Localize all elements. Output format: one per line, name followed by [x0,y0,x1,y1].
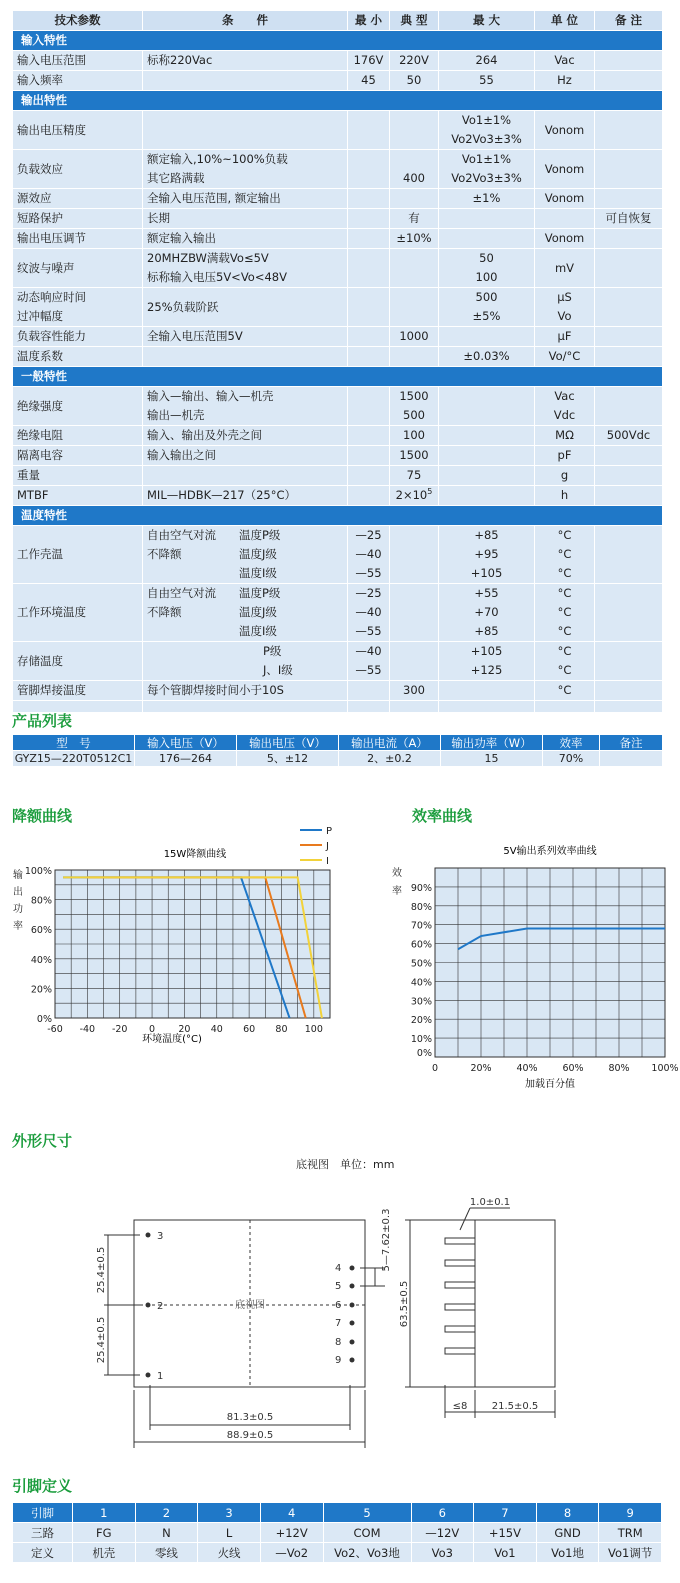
efficiency-x-tick: 0 [431,1063,439,1074]
col-typ: 典 型 [390,11,439,31]
product-header-row: 型 号 输入电压（V） 输出电压（V） 输出电流（A） 输出功率（W） 效率 备注 [13,735,663,751]
efficiency-x-tick: 100% [651,1063,679,1074]
dim-width1: 81.3±0.5 [226,1412,274,1423]
pin-label-7: 7 [335,1318,342,1329]
pin-header-row: 引脚 1 2 3 4 5 6 7 8 9 [13,1503,662,1523]
table-row: 输入电压范围 标称220Vac 176V 220V 264 Vac [13,51,663,71]
dim-width2: 88.9±0.5 [226,1430,274,1441]
pin-def-title: 引脚定义 [12,1477,73,1495]
table-row: 动态响应时间 过冲幅度 25%负载阶跃 500 ±5% μS Vo [13,288,663,327]
table-row: 重量 75 g [13,466,663,486]
pin-label-9: 9 [335,1355,342,1366]
side-pin [445,1282,475,1288]
dim-pitch1: 25.4±0.5 [96,1246,107,1294]
derating-x-tick: -20 [111,1024,128,1035]
efficiency-x-tick: 20% [470,1063,492,1074]
side-pin [445,1326,475,1332]
side-pin [445,1348,475,1354]
table-row: 输出电压精度 Vo1±1% Vo2Vo3±3% Vonom [13,111,663,150]
derating-xlabel: 环境温度(°C) [142,1034,202,1045]
spec-header-row [13,11,663,31]
col-param: 技术参数 [13,11,143,31]
module-side-outline [475,1220,555,1387]
pin-9-dot [350,1358,355,1363]
section-input: 输入特性 [13,31,663,51]
col-note: 备 注 [595,11,663,31]
table-row: 管脚焊接温度 每个管脚焊接时间小于10S 300 °C [13,681,663,701]
efficiency-xlabel: 加载百分值 [525,1079,575,1090]
table-row: 工作环境温度 自由空气对流 不降额 温度P级 温度J级 温度I级 —25 —40 —55 +55 +70 +85 °C °C °C [13,584,663,642]
side-pin [445,1238,475,1244]
table-row: 存储温度 P级 J、I级 —40 —55 +105 +125 °C °C [13,642,663,681]
section-output: 输出特性 [13,91,663,111]
efficiency-ylabel [392,866,402,897]
pin-label-6: 6 [335,1300,342,1311]
efficiency-title: 效率曲线 [412,807,473,825]
bottom-view-label: 底视图 [235,1300,265,1311]
derating-y-tick: 0% [36,1014,52,1025]
dim-thickness: 21.5±0.5 [491,1401,539,1412]
derating-x-tick: 100 [304,1024,323,1035]
side-pins [445,1238,475,1354]
efficiency-y-tick: 80% [410,901,432,913]
efficiency-grid [435,868,665,1057]
derating-x-tick: 0 [149,1024,156,1035]
derating-y-tick: 60% [30,925,52,937]
table-row: 隔离电容 输入输出之间 1500 pF [13,446,663,466]
table-row: 温度系数 ±0.03% Vo/°C [13,347,663,367]
pin-8-dot [350,1340,355,1345]
pin-label-8: 8 [335,1337,342,1348]
derating-ylabel-char: 出 [13,887,23,898]
table-row: 源效应 全输入电压范围, 额定输出 ±1% Vonom [13,189,663,209]
dim-height: 63.5±0.5 [399,1280,410,1328]
efficiency-x-tick: 80% [608,1063,630,1074]
pin-label-2: 2 [157,1301,164,1312]
derating-y-tick: 80% [30,895,52,907]
side-pin [445,1304,475,1310]
section-temp: 温度特性 [13,506,663,526]
derating-ylabel [13,868,23,932]
table-spacer-row [13,701,663,713]
pin-6-dot [350,1303,355,1308]
derating-y-tick: 20% [30,984,52,996]
table-row: 绝缘电阻 输入、输出及外壳之间 100 MΩ 500Vdc [13,426,663,446]
section-general: 一般特性 [13,367,663,387]
dimension-drawing [0,1180,680,1480]
pin-3-dot [146,1233,151,1238]
derating-x-tick: -60 [47,1024,63,1035]
derating-ylabel-char: 输 [13,870,23,881]
derating-legend-label-J: J [326,841,329,852]
efficiency-y-tick: 40% [410,977,432,989]
pin-5-dot [350,1284,355,1289]
table-row: 纹波与噪声 20MHZBW满载Vo≤5V 标称输入电压5V<Vo<48V 50 100 mV [13,249,663,288]
efficiency-y-tick: 30% [410,996,432,1008]
efficiency-y-tick: 20% [410,1015,432,1027]
col-max: 最 大 [439,11,535,31]
product-list-table [12,734,663,767]
table-row: 工作壳温 自由空气对流 不降额 温度P级 温度J级 温度I级 —25 —40 —55 +85 +95 +105 °C °C °C [13,526,663,584]
efficiency-x-tick: 60% [562,1063,584,1074]
derating-legend-label-P: P [326,826,333,837]
table-row: 负载效应 额定输入,10%~100%负载 其它路满载 400 Vo1±1% Vo2Vo3±3% Vonom [13,150,663,189]
dim-pin-spacing: 5—7.62±0.3 [381,1208,392,1272]
efficiency-ylabel-char: 效 [392,868,402,879]
pin-label-3: 3 [157,1231,164,1242]
pin-1-dot [146,1373,151,1378]
efficiency-y-tick: 70% [410,920,432,932]
derating-chart [0,820,345,1055]
dim-pin-length: ≤8 [452,1401,468,1412]
col-min: 最 小 [348,11,390,31]
efficiency-x-tick: 40% [516,1063,538,1074]
dim-pitch2: 25.4±0.5 [96,1316,107,1364]
table-row: MTBF MIL—HDBK—217（25°C） $2\times 10^5$ h [13,486,663,506]
derating-ylabel-char: 率 [13,921,23,932]
derating-title: 降额曲线 [12,807,73,825]
table-row: 输入频率 45 50 55 Hz [13,71,663,91]
derating-x-tick: 80 [275,1024,288,1035]
dimensions-title: 外形尺寸 [12,1132,73,1150]
derating-y-tick: 100% [24,866,52,877]
pin-label-5: 5 [335,1281,342,1292]
derating-y-tick: 40% [30,954,52,966]
pin-4-dot [350,1266,355,1271]
table-row: 绝缘强度 输入—输出、输入—机壳 输出—机壳 1500 500 Vac Vdc [13,387,663,426]
efficiency-y-tick: 10% [410,1034,432,1046]
dim-pin-dia: 1.0±0.1 [469,1197,511,1208]
pin-def-table [12,1502,662,1563]
efficiency-chart-title: 5V输出系列效率曲线 [503,846,597,857]
derating-x-tick: 20 [178,1024,191,1035]
derating-grid [55,870,330,1018]
derating-legend-label-I: I [326,856,329,867]
table-row: 短路保护 长期 有 可自恢复 [13,209,663,229]
product-list-title: 产品列表 [12,712,73,730]
pin-label-1: 1 [157,1371,164,1382]
pin-7-dot [350,1321,355,1326]
pin-label-4: 4 [335,1263,342,1274]
pin-2-dot [146,1303,151,1308]
efficiency-y-tick: 0% [416,1048,432,1059]
derating-legend [300,826,332,867]
derating-x-tick: 60 [243,1024,256,1035]
col-cond: 条 件 [143,11,348,31]
derating-x-tick: 40 [210,1024,223,1035]
table-row: 负载容性能力 全输入电压范围5V 1000 μF [13,327,663,347]
pin-row-definition: 定义 机壳 零线 火线 —Vo2 Vo2、Vo3地 Vo3 Vo1 Vo1地 Vo1调节 [13,1543,662,1563]
spec-table [12,10,663,713]
table-row: 输出电压调节 额定输入输出 ±10% Vonom [13,229,663,249]
col-unit: 单 位 [535,11,595,31]
efficiency-ylabel-char: 率 [392,886,402,897]
side-pin [445,1260,475,1266]
dimensions-subtitle: 底视图 单位：mm [296,1158,395,1171]
derating-x-tick: -40 [79,1024,96,1035]
efficiency-y-tick: 50% [410,958,432,970]
efficiency-chart [380,830,680,1095]
efficiency-y-tick: 60% [410,939,432,951]
pin-row-three-way: 三路 FG N L +12V COM —12V +15V GND TRM [13,1523,662,1543]
derating-chart-title: 15W降额曲线 [163,849,227,860]
efficiency-y-tick: 90% [410,882,432,894]
product-row: GYZ15—220T0512C1 176—264 5、±12 2、±0.2 15 70% [13,751,663,767]
derating-ylabel-char: 功 [13,904,23,915]
